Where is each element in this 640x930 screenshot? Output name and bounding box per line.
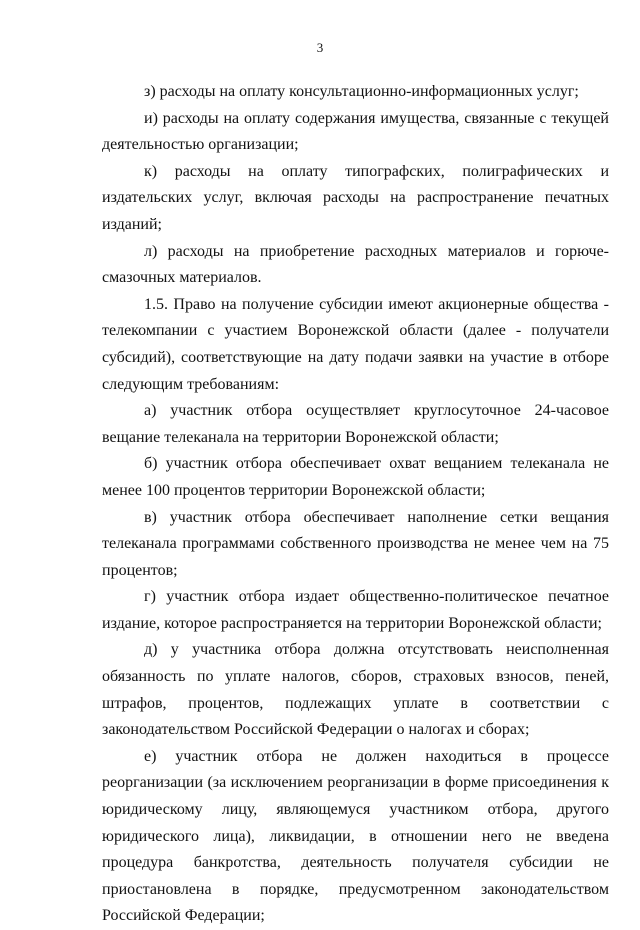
paragraph-i: и) расходы на оплату содержания имущества, связанные с текущей деятельностью организации; bbox=[102, 109, 609, 154]
paragraph-v: в) участник отбора обеспечивает наполнение сетки вещания телеканала программами собственного производства не менее чем на 75 процентов; bbox=[102, 508, 609, 579]
paragraph-b: б) участник отбора обеспечивает охват вещанием телеканала не менее 100 процентов территории Воронежской области; bbox=[102, 455, 609, 499]
paragraph-d: д) у участника отбора должна отсутствовать неисполненная обязанность по уплате налогов, сборов, страховых взносов, пеней, штрафов, процентов, подлежащих уплате в соответствии с законодательством Российской Федерации о налогах и сборах; bbox=[102, 641, 609, 739]
paragraph-e: е) участник отбора не должен находиться в процессе реорганизации (за исключением реорганизации в форме присоединения к юридическому лицу, являющемуся участником отбора, другого юридического лица), ликвидации, в отношении него не введена процедура банкротства, деятельность получателя субсидии не приостановлена в порядке, предусмотренном законодательством Российской Федерации; bbox=[102, 747, 609, 925]
page-number: 3 bbox=[316, 40, 324, 55]
paragraph-a: а) участник отбора осуществляет круглосуточное 24-часовое вещание телеканала на территории Воронежской области; bbox=[102, 402, 609, 446]
paragraph-l: л) расходы на приобретение расходных материалов и горюче-смазочных материалов. bbox=[102, 242, 609, 287]
paragraph-k: к) расходы на оплату типографских, полиграфических и издательских услуг, включая расходы на распространение печатных изданий; bbox=[102, 162, 609, 233]
paragraph-1-5: 1.5. Право на получение субсидии имеют акционерные общества - телекомпании с участием Воронежской области (далее - получатели субсидий), соответствующие на дату подачи заявки на участие в отборе следующим требованиям: bbox=[102, 295, 609, 393]
paragraph-g: г) участник отбора издает общественно-политическое печатное издание, которое распространяется на территории Воронежской области; bbox=[102, 588, 609, 632]
document-body bbox=[102, 79, 609, 930]
paragraph-z: з) расходы на оплату консультационно-информационных услуг; bbox=[144, 83, 579, 100]
